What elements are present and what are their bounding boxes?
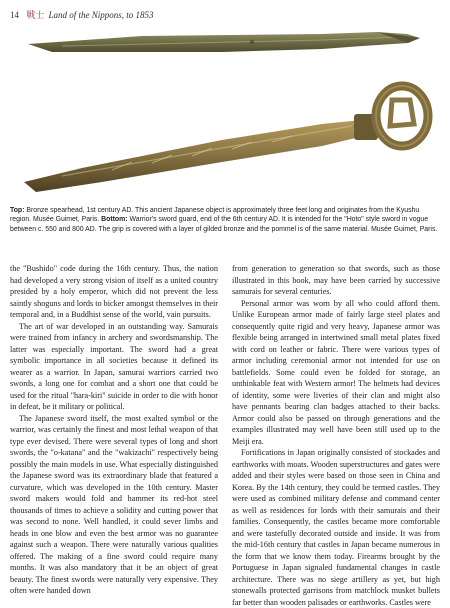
book-title: Land of the Nippons, to 1853: [48, 10, 154, 20]
paragraph: Fortifications in Japan originally consisted of stockades and earthworks with moats. Wooden superstructures and gates were added and their styles were based on those seen in China and Korea. By the 14th century, they could be termed castles. They were used as combined military defense and command center as well as residences for lords with their samurais and their families. Consequently, the castles became more comfortable and were tastefully decorated outside and inside. It was from the mid-16th century that castles in Japan became numerous in the form that we know them today. Firearms brought by the Portuguese in Japan signaled fundamental changes in castle architecture. There was no siege artillery as yet, but high stonewalls protected garrisons from matchlock musket bullets far better than wooden palisades or earthworks. Castles were: [232, 448, 440, 607]
body-text: [10, 263, 440, 608]
caption-bottom-label: Bottom:: [101, 216, 128, 224]
caption-top-label: Top:: [10, 207, 25, 214]
caption-top-text: Bronze spearhead, 1st century AD. This ancient Japanese object is approximately three feet long and originates from the Kyushu region. Musée Guimet, Paris.: [10, 207, 420, 224]
bronze-spearhead: [28, 32, 420, 52]
caption-bottom-text: Warrior's sword guard, end of the 6th century AD. It is intended for the "Hoto" style sword in vogue between c. 550 and 800 AD. The grip is covered with a layer of gilded bronze and the pommel is of the same material. Musée Guimet, Paris.: [10, 216, 438, 233]
paragraph: The art of war developed in an outstanding way. Samurais were trained from infancy in archery and swordsmanship. The latter was especially important. The sword had a great symbolic importance in all societies because it defined its wearer as a warrior. In Japan, samurai warriors carried two swords, a long one for combat and a short one that could be used for the ritual "hara-kiri" suicide in order to die with honor in defeat, be it military or political.: [10, 321, 218, 412]
sword-guard: [24, 86, 428, 192]
paragraph: from generation to generation so that swords, such as those illustrated in this book, may have been carried by successive samurais for several centuries.: [232, 264, 440, 297]
left-column: [10, 263, 218, 608]
paragraph: The Japanese sword itself, the most exalted symbol or the warrior, was certainly the finest and most lethal weapon of that type ever devised. There were several types of long and short swords, the "o-katana" and the "wakizachi" respectively being possibly the main models in use. What especially distinguished the Japanese sword was its extraordinary blade that featured a curvature, which was developed in the 10th century. Master sword makers would fold and hammer its red-hot steel thousands of times to achieve a solidity and cutting power that was second to none. Well handled, it could sever limbs and heads in one blow and even the best armor was no guarantee against such a weapon. There were naturally various qualities offered. The making of a fine sword could require many months. It was also mandatory that it be an object of great beauty. The finest swords were naturally very expensive. They often were handed down: [10, 413, 218, 596]
paragraph: Personal armor was worn by all who could afford them. Unlike European armor made of fairly large steel plates and consequently quite rigid and very heavy, Japanese armor was flexible being arranged in intertwined small metal plates fixed with cord on leather or fabric. There were various types of armor including ceremonial armor not intended for use on battlefields. Some could even be folded for storage, an unthinkable feat with Western armor! The helmets had devices of identity, some were liveries of their clan and might also have pennants bearing clan badges attached to their backs. Armor could also be passed on through generations and the examples illustrated may well have been still used up to the Meiji era.: [232, 298, 440, 446]
header-kanji: 戦士: [26, 10, 45, 20]
paragraph: the "Bushido" code during the 16th century. Thus, the nation had developed a very strong vision of itself as a united country presided by a holy emperor, which did not prevent the less saintly shoguns and lords to bicker amongst themselves in their temporal and, in a Buddhist sense of the world, vain pursuits.: [10, 264, 218, 320]
page-number: 14: [10, 10, 19, 20]
running-header: [10, 8, 154, 21]
right-column: [232, 263, 440, 608]
figure-caption: [10, 206, 440, 234]
artifact-photo: [22, 22, 434, 200]
